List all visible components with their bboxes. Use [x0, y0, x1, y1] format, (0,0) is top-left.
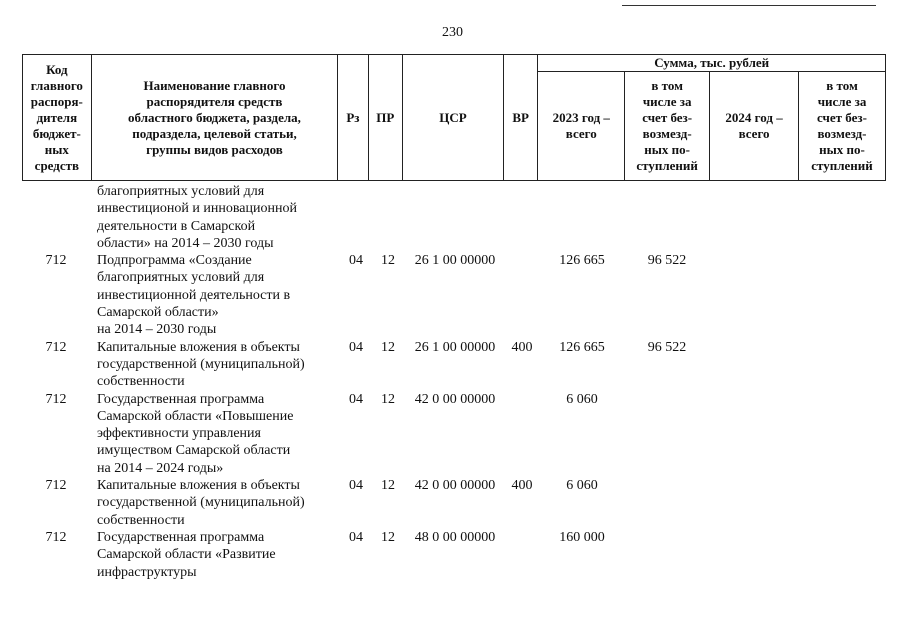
cell-csr: 42 0 00 00000 [414, 391, 496, 407]
name-line: собственности [97, 512, 185, 528]
name-line: деятельности в Самарской [97, 218, 256, 234]
cell-2024-total [709, 477, 797, 529]
cell-name [90, 252, 341, 338]
header-line: областного бюджета, раздела, [128, 109, 301, 125]
cell-vr [505, 391, 539, 477]
cell-2023-free [625, 391, 709, 477]
header-line: возмезд- [642, 126, 692, 141]
cell-csr: 26 1 00 00000 [414, 253, 496, 269]
name-line: государственной (муниципальной) [97, 495, 305, 511]
header-line: возмезд- [817, 126, 867, 141]
cell-name [90, 391, 341, 477]
header-line: числе за [817, 94, 867, 109]
name-line: Самарской области «Развитие [97, 547, 276, 563]
header-line: ных [44, 141, 69, 157]
cell-2024-total [709, 339, 797, 391]
table-row [22, 183, 886, 252]
header-2023-free [625, 72, 710, 181]
cell-2023-total: 6 060 [566, 478, 598, 494]
header-line: 2024 год – [725, 110, 783, 125]
cell-csr: 48 0 00 00000 [414, 529, 496, 545]
header-line: ных по- [819, 142, 865, 157]
cell-code: 712 [45, 391, 67, 407]
name-line: собственности [97, 374, 185, 390]
header-line: группы видов расходов [146, 141, 283, 157]
cell-2024-free [797, 339, 883, 391]
table-row [22, 252, 886, 338]
top-rule [622, 5, 876, 6]
name-line: имуществом Самарской области [97, 443, 291, 459]
cell-code [22, 183, 90, 252]
cell-rz [341, 183, 371, 252]
cell-2023-free [625, 477, 709, 529]
table-row [22, 529, 886, 581]
cell-pr: 12 [381, 339, 395, 355]
name-line: Самарской области» [97, 305, 219, 321]
header-vr: ВР [503, 55, 537, 181]
cell-2024-free [797, 529, 883, 581]
cell-2023-total [539, 183, 625, 252]
page-number: 230 [442, 25, 463, 40]
name-line: Капитальные вложения в объекты [97, 478, 300, 494]
header-line: подраздела, целевой статьи, [132, 125, 297, 141]
cell-name [90, 183, 341, 252]
header-2024-free [799, 72, 886, 181]
name-line: инвестиционной деятельности в [97, 287, 291, 303]
cell-rz: 04 [349, 391, 363, 407]
cell-csr: 26 1 00 00000 [414, 339, 496, 355]
cell-2023-free [625, 529, 709, 581]
cell-rz: 04 [349, 529, 363, 545]
header-line: в том [826, 78, 858, 93]
name-line: благоприятных условий для [97, 184, 265, 199]
cell-2024-total [709, 183, 797, 252]
table-body [22, 183, 886, 581]
header-pr: ПР [368, 55, 402, 181]
header-line: Наименование главного [143, 77, 286, 93]
name-line: Подпрограмма «Создание [97, 253, 252, 269]
name-line: государственной (муниципальной) [97, 356, 305, 372]
cell-vr [505, 183, 539, 252]
header-csr: ЦСР [402, 55, 503, 181]
table-row [22, 339, 886, 391]
header-code [23, 55, 92, 181]
cell-code: 712 [45, 529, 67, 545]
header-sum: Сумма, тыс. рублей [538, 55, 886, 72]
cell-rz: 04 [349, 478, 363, 494]
header-line: всего [565, 126, 597, 141]
table-row [22, 477, 886, 529]
cell-pr: 12 [381, 391, 395, 407]
header-line: числе за [642, 94, 692, 109]
header-line: в том [651, 78, 683, 93]
name-line: области» на 2014 – 2030 годы [97, 235, 274, 251]
name-line: на 2014 – 2030 годы [97, 322, 217, 338]
cell-2024-total [709, 529, 797, 581]
name-line: инвестиционой и инновационной [97, 201, 297, 217]
cell-2024-total [709, 391, 797, 477]
name-line: инфраструктуры [97, 564, 197, 580]
cell-2024-total [709, 252, 797, 338]
cell-rz: 04 [349, 253, 363, 269]
cell-2023-total: 6 060 [566, 391, 598, 407]
cell-2024-free [797, 477, 883, 529]
cell-csr [405, 183, 505, 252]
header-line: бюджет- [32, 125, 81, 141]
name-line: Государственная программа [97, 391, 265, 407]
header-line: всего [738, 126, 770, 141]
header-line: распоря- [30, 93, 83, 109]
header-2023-total [538, 72, 625, 181]
name-line: на 2014 – 2024 годы» [97, 460, 224, 476]
name-line: Капитальные вложения в объекты [97, 339, 300, 355]
cell-2023-free: 96 522 [647, 339, 687, 355]
header-line: 2023 год – [552, 110, 610, 125]
header-line: ступлений [811, 158, 873, 173]
cell-vr [505, 252, 539, 338]
cell-name [90, 339, 341, 391]
cell-pr: 12 [381, 253, 395, 269]
cell-pr [371, 183, 405, 252]
cell-2023-total: 126 665 [559, 339, 605, 355]
header-line: счет без- [817, 110, 867, 125]
cell-pr: 12 [381, 529, 395, 545]
cell-name [90, 529, 341, 581]
table-header [22, 54, 886, 181]
cell-name [90, 477, 341, 529]
header-line: распорядителя средств [146, 93, 283, 109]
cell-vr: 400 [511, 339, 533, 355]
header-line: ных по- [644, 142, 691, 157]
name-line: Самарской области «Повышение [97, 408, 294, 424]
cell-csr: 42 0 00 00000 [414, 478, 496, 494]
cell-vr: 400 [511, 478, 533, 494]
header-rz: Рз [338, 55, 368, 181]
cell-code: 712 [45, 339, 67, 355]
cell-2023-total: 160 000 [559, 529, 605, 545]
name-line: Государственная программа [97, 529, 265, 545]
cell-pr: 12 [381, 478, 395, 494]
cell-2023-free [625, 183, 709, 252]
header-line: Код [46, 61, 68, 77]
cell-2023-free: 96 522 [647, 253, 687, 269]
cell-vr [505, 529, 539, 581]
header-line: главного [30, 77, 83, 93]
cell-rz: 04 [349, 339, 363, 355]
cell-2024-free [797, 252, 883, 338]
header-name [91, 55, 338, 181]
cell-2024-free [797, 183, 883, 252]
table-row [22, 391, 886, 477]
cell-2024-free [797, 391, 883, 477]
cell-2023-total: 126 665 [559, 253, 605, 269]
header-line: ступлений [636, 158, 698, 173]
cell-code: 712 [45, 253, 67, 269]
header-line: счет без- [642, 110, 693, 125]
name-line: благоприятных условий для [97, 270, 265, 286]
name-line: эффективности управления [97, 426, 261, 442]
header-line: средств [34, 157, 80, 173]
header-2024-total [710, 72, 799, 181]
header-line: дителя [36, 109, 78, 125]
cell-code: 712 [45, 478, 67, 494]
